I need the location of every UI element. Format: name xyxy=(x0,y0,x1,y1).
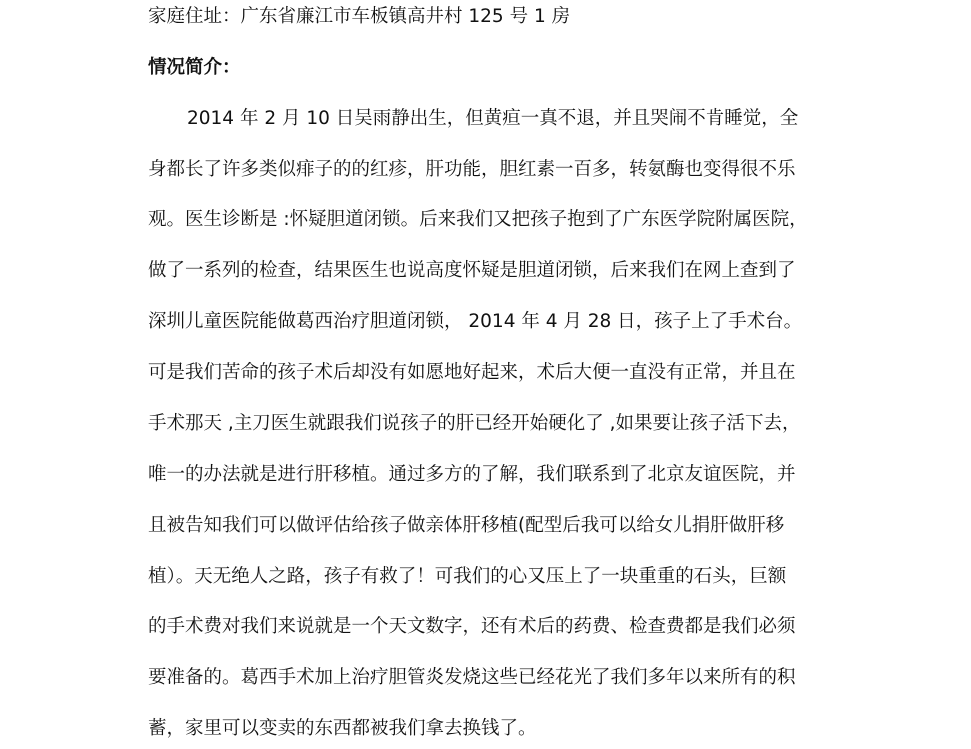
body-line: 蓄，家里可以变卖的东西都被我们拿去换钱了。 xyxy=(148,718,537,739)
body-line: 的手术费对我们来说就是一个天文数字，还有术后的药费、检查费都是我们必须 xyxy=(148,616,796,637)
body-line: 观。医生诊断是 :怀疑胆道闭锁。后来我们又把孩子抱到了广东医学院附属医院， xyxy=(148,209,808,230)
body-line: 深圳儿童医院能做葛西治疗胆道闭锁， 2014 年 4 月 28 日，孩子上了手术台。 xyxy=(148,311,803,332)
body-line: 要准备的。葛西手术加上治疗胆管炎发烧这些已经花光了我们多年以来所有的积 xyxy=(148,667,796,688)
body-line: 植）。天无绝人之路，孩子有救了！可我们的心又压上了一块重重的石头，巨额 xyxy=(148,566,787,587)
body-line: 唯一的办法就是进行肝移植。通过多方的了解，我们联系到了北京友谊医院，并 xyxy=(148,464,796,485)
section-heading: 情况简介： xyxy=(148,57,241,78)
body-line: 可是我们苦命的孩子术后却没有如愿地好起来，术后大便一直没有正常，并且在 xyxy=(148,362,796,383)
body-line: 手术那天 ,主刀医生就跟我们说孩子的肝已经开始硬化了 ,如果要让孩子活下去， xyxy=(148,413,801,434)
address-line: 家庭住址：广东省廉江市车板镇高井村 125 号 1 房 xyxy=(148,6,571,27)
body-line: 且被告知我们可以做评估给孩子做亲体肝移植(配型后我可以给女儿捐肝做肝移 xyxy=(148,515,785,536)
body-line: 做了一系列的检查，结果医生也说高度怀疑是胆道闭锁，后来我们在网上查到了 xyxy=(148,260,796,281)
body-line: 身都长了许多类似痱子的的红疹，肝功能，胆红素一百多，转氨酶也变得很不乐 xyxy=(148,159,796,180)
body-line: 2014 年 2 月 10 日吴雨静出生，但黄疸一真不退，并且哭闹不肯睡觉，全 xyxy=(187,108,799,129)
